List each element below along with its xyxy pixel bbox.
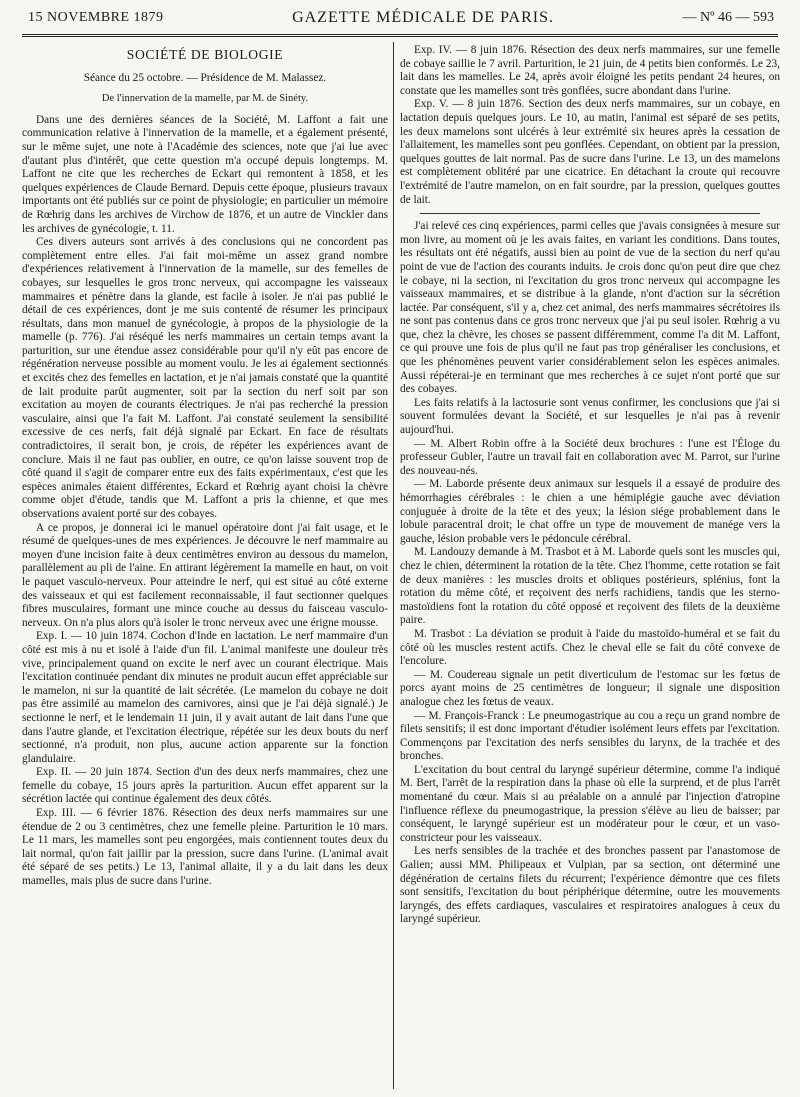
paragraph: — M. Coudereau signale un petit diverticulum de l'estomac sur les fœtus de porcs ayant moins de 25 centimètres de longueur; il signale une disposition analogue chez les fœtus de veaux.: [400, 668, 780, 708]
paragraph: Les faits relatifs à la lactosurie sont venus confirmer, les conclusions que j'ai si souvent formulées devant la Société, et sur lesquelles je n'ai pas à revenir aujourd'hui.: [400, 396, 780, 437]
paragraph: Exp. II. — 20 juin 1874. Section d'un des deux nerfs mammaires, chez une femelle du cobaye, 15 jours après la parturition. Aucun effet apparent sur la sécrétion lactée qui continue également des deux côtés.: [22, 766, 388, 806]
paragraph: — M. François-Franck : Le pneumogastrique au cou a reçu un grand nombre de filets sensitifs; il est donc important d'étudier isolément leurs effets par l'excitation. Commençons par l'excitation des nerfs sensibles du larynx, de la trachée et des bronches.: [400, 709, 780, 763]
paragraph: A ce propos, je donnerai ici le manuel opératoire dont j'ai fait usage, et le résumé de quelques-unes de mes expériences. Je découvre le nerf mammaire au moyen d'une incision faite à deux centimètres environ au dessous du mamelon, parallèlement au pli de l'aine. En attirant légèrement la mamelle en haut, on voit le paquet vasculo-nerveux. Pour atteindre le nerf, qui est situé au côté externe des vaisseaux et qui est facilement reconnaissable, il faut sectionner quelques fibres musculaires, formant une mince couche au dessus du faisceau vasculo-nerveux. On n'a plus alors qu'à isoler le tronc nerveux avec une érigne mousse.: [22, 521, 388, 629]
column-divider: [393, 42, 394, 1089]
paragraph: Exp. I. — 10 juin 1874. Cochon d'Inde en lactation. Le nerf mammaire d'un côté est mis à nu et isolé à l'aide d'un fil. L'animal manifeste une douleur très vive, principalement quand on excite le nerf avec un courant électrique. Mais l'excitation continuée pendant dix minutes ne produit aucun effet appréciable sur le mamelon, ni sur la quantité de lait sécrétée. (Le mamelon du cobaye ne doit pas être assimilé au mamelon des carnivores, ainsi que je l'ai déjà signalé.) Je sectionne le nerf, et le lendemain 11 juin, il y avait autant de lait dans l'une que dans l'autre glande, et l'excitation électrique, répétée sur les deux bouts du nerf sectionné, n'a produit, non plus, aucune action apparente sur la fonction glandulaire.: [22, 630, 388, 765]
header-rule: [22, 34, 778, 37]
paragraph: Dans une des dernières séances de la Société, M. Laffont a fait une communication relative à l'innervation de la mamelle, et a également présenté, sur le même sujet, une note à l'Académie des sciences, note que j'ai lue avec d'autant plus d'intérêt, que cette question m'a occupé depuis longtemps. M. Laffont ne cite que les recherches de Eckart qui remontent à 1858, et les quelques expériences de Claude Bernard. Depuis cette époque, plusieurs travaux importants ont été publiés sur ce point de physiologie; en particulier un mémoire de Rœhrig dans les archives de Virchow de 1876, et un autre de Vinckler dans les archives de gynécologie, t. 11.: [22, 113, 388, 235]
paragraph: M. Landouzy demande à M. Trasbot et à M. Laborde quels sont les muscles qui, chez le chien, déterminent la rotation de la tête. Chez l'homme, cette rotation se fait de deux manières : les muscles droits et obliques postérieurs, splénius, font la rotation du même côté, et reçoivent des nerfs rachidiens, tandis que les sterno-mastoïdiens font la rotation du côté opposé et reçoivent des filets de la deuxième paire.: [400, 546, 780, 627]
paragraph: Exp. IV. — 8 juin 1876. Résection des deux nerfs mammaires, sur une femelle de cobaye saillie le 7 avril. Parturition, le 21 juin, de 4 petits bien conformés. Le 23, lait dans les mamelles. Le 24, après avoir éloigné les petits pendant 24 heures, on constate que les mamelles sont très gonflées, sucre abondant dans l'urine.: [400, 44, 780, 97]
paragraph: M. Trasbot : La déviation se produit à l'aide du mastoïdo-huméral et se fait du côté où les muscles restent actifs. Chez le cheval elle se fait du côté convexe de l'encolure.: [400, 627, 780, 668]
page-number: — Nº 46 — 593: [682, 10, 774, 25]
right-column: [400, 44, 780, 1089]
paragraph: Les nerfs sensibles de la trachée et des bronches passent par l'anastomose de Galien; aussi MM. Philipeaux et Vulpian, par sa section, ont déterminé une dégénération de certains filets du récurrent; l'expérience démontre que ces filets sont sensitifs, l'excitation du bout périphérique détermine, outre les mouvements laryngés, des effets cardiaques, vasculaires et respiratoires analogues à ceux du laryngé supérieur.: [400, 845, 780, 926]
issue-date: 15 NOVEMBRE 1879: [28, 10, 164, 25]
left-column: [22, 44, 388, 1089]
article-title: De l'innervation de la mamelle, par M. de Sinéty.: [101, 93, 309, 105]
paragraph: — M. Laborde présente deux animaux sur lesquels il a essayé de produire des hémorrhagies cérébrales : le chien a une hémiplégie gauche avec déviation conjuguée à droite de la tête et des yeux; la lésion siége probablement dans le lobule paracentral droit; le chat offre un type de mouvement de manége vers la gauche, lésion probable vers le pédoncule cérébral.: [400, 478, 780, 545]
page-header: [28, 6, 774, 30]
paragraph: Exp. III. — 6 février 1876. Résection des deux nerfs mammaires sur une étendue de 2 ou 3 centimètres, chez une femelle pleine. Parturition le 10 mars. Le 11 mars, les mamelles sont peu engorgées, mais contiennent toutes deux du lait normal, qu'on fait jaillir par la pression, sucre dans l'urine. (L'animal avait été séparé de ses petits.) Le 13, l'animal allaite, il y a du lait dans les deux mamelles, mais plus de sucre dans l'urine.: [22, 807, 388, 888]
paragraph: — M. Albert Robin offre à la Société deux brochures : l'une est l'Éloge du professeur Gubler, l'autre un travail fait en collaboration avec M. Parrot, sur l'urine des nouveau-nés.: [400, 437, 780, 477]
paragraph: Exp. V. — 8 juin 1876. Section des deux nerfs mammaires, sur un cobaye, en lactation depuis quelques jours. Le 10, au matin, l'animal est séparé de ses petits, les deux mamelons sont ulcérés à leur extrémité six heures après la cessation de l'allaitement, les mamelles sont peu gonflées. Cependant, on obtient par la pression, quelques gouttes de lait normal. Pas de sucre dans l'urine. Le 13, un des mamelons est complètement oblitéré par une cicatrice. En détachant la croute qui recouvre l'extrémité de l'autre mamelon, on en fait sourdre, par la pression, quelques gouttes de lait.: [400, 98, 780, 206]
paragraph: Ces divers auteurs sont arrivés à des conclusions qui ne concordent pas complètement entre elles. J'ai fait moi-même un assez grand nombre d'expériences relativement à l'innervation de la mamelle, sur des femelles de cobayes, sur lesquelles le gros tronc nerveux, qui accompagne les vaisseaux mammaires et pénètre dans la glande, est facile à isoler. Je n'ai pas publié le détail de ces expériences, dont je me suis contenté de résumer les principaux résultats, dans mon manuel de gynécologie, à propos de la physiologie de la mamelle (p. 776). J'ai réséqué les nerfs mammaires un certain temps avant la parturition, sur une étendue assez considérable pour qu'il n'y eût pas encore de régénération nerveuse possible au moment voulu. Je les ai également sectionnés et excités chez des femelles en lactation, et je n'ai jamais constaté que la quantité de lait produite parût augmenter, soit par la section du nerf soit par son excitation au moyen de courants électriques. Je n'ai pas recherché la pression vasculaire, ainsi que l'a fait M. Laffont. J'ai constaté seulement la sensibilité excessive de ces nerfs, fait déjà signalé par Eckart. En face de résultats contradictoires, il serait bon, je crois, de répéter les expériences avant de conclure. Mais il ne faut pas oublier, en outre, ce qu'on laisse souvent trop de côté quand il s'agit de comparer entre eux des faits expérimentaux, c'est que les espèces animales étaient différentes, Eckard et Rœhrig ayant choisi la chèvre comme objet d'étude, tandis que M. Laffont a pris la chienne, et que mes observations avaient porté sur des cobayes.: [22, 236, 388, 520]
separator-rule: [420, 213, 760, 214]
session-line: Séance du 25 octobre. — Présidence de M. Malassez.: [83, 71, 327, 84]
section-title: SOCIÉTÉ DE BIOLOGIE: [126, 47, 284, 62]
journal-title: GAZETTE MÉDICALE DE PARIS.: [292, 9, 554, 26]
paragraph: L'excitation du bout central du laryngé supérieur détermine, comme l'a indiqué M. Bert, l'arrêt de la respiration dans la phase où elle la surprend, et de plus l'arrêt momentané du cœur. Mais si au préalable on a annulé par l'injection d'atropine l'influence réflexe du pneumogastrique, la pression s'élève au lieu de baisser; par conséquent, le laryngé supérieur est un modérateur pour le cœur, et un vaso-constricteur pour les vaisseaux.: [400, 763, 780, 844]
paragraph: J'ai relevé ces cinq expériences, parmi celles que j'avais consignées à mesure sur mon livre, au moment où je les avais faites, en variant les conditions. Dans toutes, les résultats ont été négatifs, aussi bien au point de vue de la section du nerf qu'au point de vue de l'action des courants induits. Je crois donc qu'on peut dire que chez le cobaye, ni la section, ni l'excitation du gros tronc nerveux qui accompagne les vaisseaux mammaires, et se distribue à la glande, n'ont d'action sur la sécrétion lactée. Par conséquent, s'il y a, chez cet animal, des nerfs mammaires sécrétoires ils ne sont pas contenus dans ce gros tronc nerveux que j'ai pu seul isoler. Rœhrig a vu que, chez la chèvre, les choses se passent différemment, comme l'a dit M. Laffont, ce qui prouve une fois de plus qu'il ne faut pas trop généraliser les conclusions, et que les phénomènes peuvent varier considérablement selon les espèces animales. Aussi répéterai-je en terminant que mes recherches à ce sujet n'ont porté que sur des cobayes.: [400, 220, 780, 396]
